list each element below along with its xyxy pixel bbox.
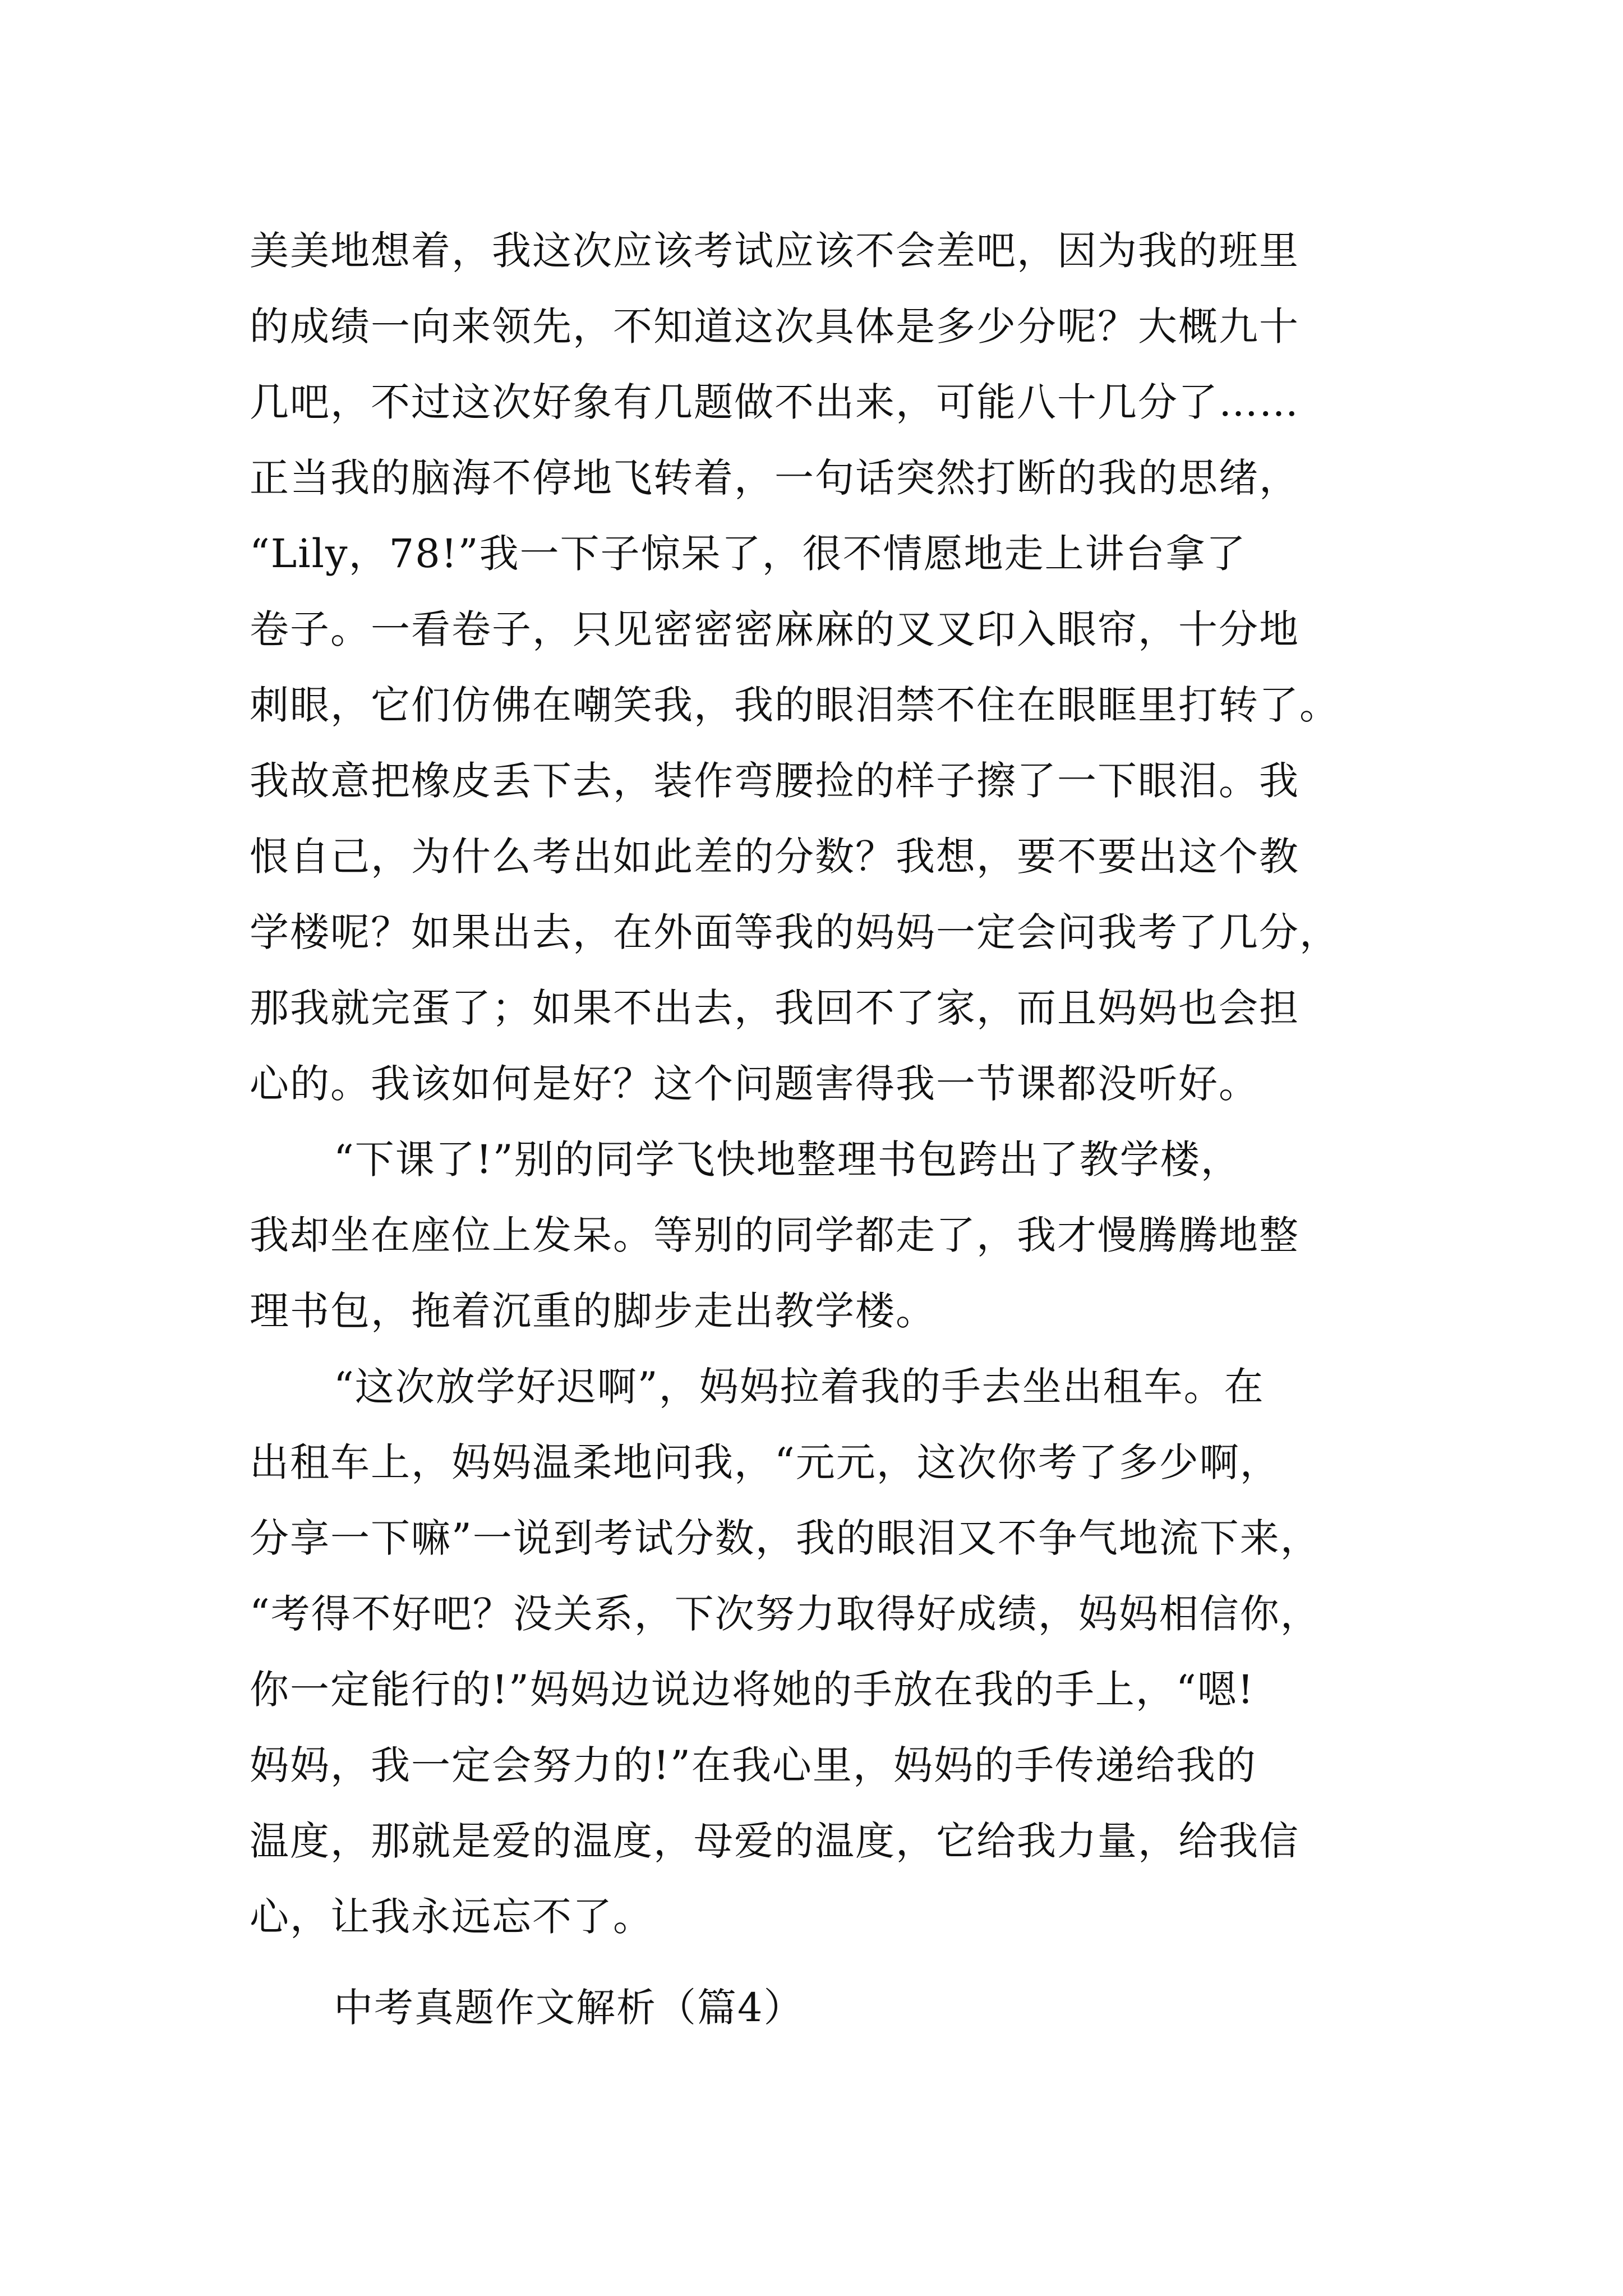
text-line: 的成绩一向来领先，不知道这次具体是多少分呢？大概九十 [250,303,1299,349]
text-line: 刺眼，它们仿佛在嘲笑我，我的眼泪禁不住在眼眶里打转了。 [250,682,1340,728]
text-line: 那我就完蛋了；如果不出去，我回不了家，而且妈妈也会担 [250,985,1299,1031]
text-line-paragraph-start: “这次放学好迟啊”，妈妈拉着我的手去坐出租车。在 [334,1364,1265,1410]
text-line: 美美地想着，我这次应该考试应该不会差吧，因为我的班里 [250,228,1299,274]
text-line: 学楼呢？如果出去，在外面等我的妈妈一定会问我考了几分， [250,909,1340,955]
text-line: 分享一下嘛”一说到考试分数，我的眼泪又不争气地流下来， [250,1515,1321,1561]
section-heading: 中考真题作文解析（篇4） [334,1985,804,2031]
text-line: 心，让我永远忘不了。 [250,1894,653,1940]
text-line: 妈妈，我一定会努力的!”在我心里，妈妈的手传递给我的 [250,1742,1257,1788]
essay-body [250,213,1380,1955]
text-line: 我却坐在座位上发呆。等别的同学都走了，我才慢腾腾地整 [250,1212,1299,1258]
text-line: 心的。我该如何是好？这个问题害得我一节课都没听好。 [250,1061,1259,1107]
text-line: 温度，那就是爱的温度，母爱的温度，它给我力量，给我信 [250,1818,1299,1864]
text-line: 我故意把橡皮丢下去，装作弯腰捡的样子擦了一下眼泪。我 [250,758,1299,804]
text-line: “考得不好吧？没关系，下次努力取得好成绩，妈妈相信你， [250,1591,1321,1637]
text-line: 恨自己，为什么考出如此差的分数？我想，要不要出这个教 [250,834,1299,880]
text-line: 几吧，不过这次好象有几题做不出来，可能八十几分了…… [250,379,1299,425]
text-line: “Lily，78!”我一下子惊呆了，很不情愿地走上讲台拿了 [250,531,1247,577]
text-line: 你一定能行的!”妈妈边说边将她的手放在我的手上，“嗯! [250,1667,1255,1713]
text-line: 出租车上，妈妈温柔地问我，“元元，这次你考了多少啊， [250,1439,1280,1485]
text-line-paragraph-start: “下课了!”别的同学飞快地整理书包跨出了教学楼， [334,1137,1241,1182]
text-line: 卷子。一看卷子，只见密密密麻麻的叉叉印入眼帘，十分地 [250,606,1299,652]
text-line: 正当我的脑海不停地飞转着，一句话突然打断的我的思绪， [250,455,1299,501]
text-line: 理书包，拖着沉重的脚步走出教学楼。 [250,1288,936,1334]
